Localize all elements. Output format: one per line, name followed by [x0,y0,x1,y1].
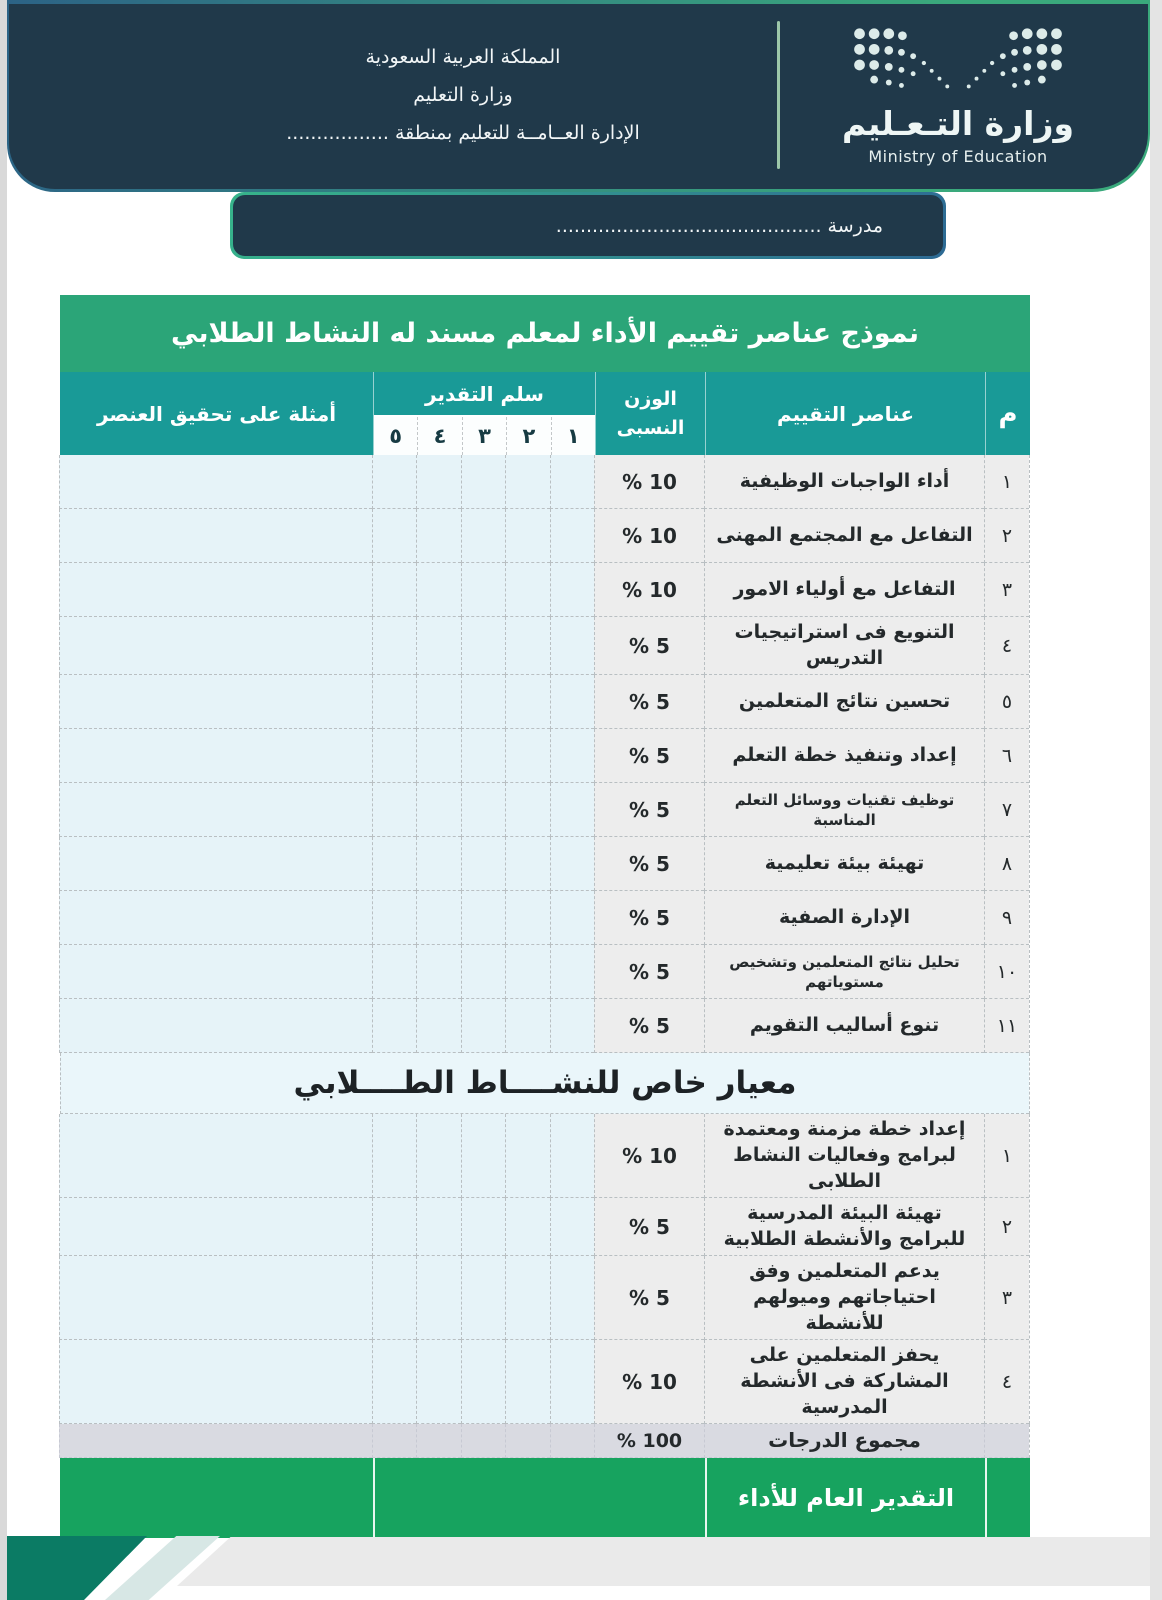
rating-input-cell-2[interactable] [505,729,549,783]
table-row [60,1114,1029,1198]
row-weight: % 5 [594,1198,704,1256]
header-country-line: المملكة العربية السعودية [365,45,561,68]
rating-input-cell-4[interactable] [416,729,460,783]
rating-input-cell-5[interactable] [372,675,416,729]
table-row [60,563,1029,617]
row-weight: % 5 [594,729,704,783]
row-number: ١٠ [984,945,1029,999]
ministry-logo-dots-icon [833,24,1083,102]
rating-input-cell-2[interactable] [505,509,549,563]
examples-input-cell[interactable] [59,783,372,837]
rating-input-cell-5[interactable] [372,783,416,837]
rating-input-cell-1[interactable] [550,837,594,891]
rating-input-cell-3[interactable] [461,999,505,1053]
rating-input-cell-4[interactable] [416,945,460,999]
rating-input-cell-5[interactable] [372,1114,416,1198]
rating-input-cell-4[interactable] [416,617,460,675]
rating-input-cell-2[interactable] [505,999,549,1053]
school-bar [230,192,946,259]
rating-input-cell-4[interactable] [416,509,460,563]
overall-rating-row [60,1458,1030,1538]
rating-input-cell-5[interactable] [372,563,416,617]
examples-input-cell[interactable] [59,891,372,945]
table-row [60,945,1029,999]
rating-input-cell-4[interactable] [416,455,460,509]
overall-number-cell [985,1458,1030,1538]
rating-scale-values [374,415,595,455]
total-row-number-cell [984,1424,1029,1458]
rating-input-cell-4[interactable] [416,891,460,945]
rating-input-cell-1[interactable] [550,999,594,1053]
special-criteria-rows [60,1114,1030,1424]
rating-input-cell-5[interactable] [372,945,416,999]
header-separator-line [777,21,780,169]
rating-input-cell-4[interactable] [416,1256,460,1340]
examples-input-cell[interactable] [59,729,372,783]
row-element-label: التفاعل مع المجتمع المهنى [704,509,984,563]
row-number: ٣ [984,1256,1029,1340]
row-element-label: يحفز المتعلمين على المشاركة فى الأنشطة المدرسية [704,1340,984,1424]
rating-input-cell-3[interactable] [461,1114,505,1198]
rating-input-cell-1[interactable] [550,509,594,563]
rating-input-cell-1[interactable] [550,783,594,837]
total-value: % 100 [594,1424,704,1458]
rating-input-cell-4[interactable] [416,1198,460,1256]
row-element-label: إعداد وتنفيذ خطة التعلم [704,729,984,783]
examples-input-cell[interactable] [59,563,372,617]
rating-input-cell-4[interactable] [416,1340,460,1424]
row-element-label: تهيئة البيئة المدرسية للبرامج والأنشطة الطلابية [704,1198,984,1256]
rating-input-cell-2[interactable] [505,1114,549,1198]
table-row [60,1256,1029,1340]
table-row [60,617,1029,675]
row-number: ٣ [984,563,1029,617]
rating-input-cell-1[interactable] [550,1256,594,1340]
rating-input-cell-3[interactable] [461,509,505,563]
column-header-elements: عناصر التقييم [705,372,985,455]
column-header-weight-line2: النسبى [616,416,685,439]
rating-input-cell-2[interactable] [505,1340,549,1424]
row-number: ٩ [984,891,1029,945]
examples-input-cell[interactable] [59,1114,372,1198]
rating-input-cell-2[interactable] [505,1256,549,1340]
table-header-row [60,372,1030,455]
rating-input-cell-1[interactable] [550,729,594,783]
total-label: مجموع الدرجات [704,1424,984,1458]
row-number: ٨ [984,837,1029,891]
row-number: ٤ [984,1340,1029,1424]
row-number: ٢ [984,509,1029,563]
rating-input-cell-1[interactable] [550,891,594,945]
row-weight: % 5 [594,999,704,1053]
row-weight: % 10 [594,509,704,563]
column-header-rating-scale [373,372,595,455]
row-element-label: تنوع أساليب التقويم [704,999,984,1053]
total-row-wrap [60,1424,1030,1458]
rating-input-cell-3[interactable] [461,1256,505,1340]
row-number: ١١ [984,999,1029,1053]
footer-gray-stripe [177,1537,1150,1586]
rating-input-cell-2[interactable] [505,455,549,509]
row-weight: % 10 [594,1114,704,1198]
examples-input-cell[interactable] [59,1198,372,1256]
rating-input-cell-5[interactable] [372,729,416,783]
rating-input-cell-2[interactable] [505,1198,549,1256]
table-row [60,675,1029,729]
special-section-title: معيار خاص للنشــــاط الطــــلابي [60,1053,1029,1114]
rating-input-cell-3[interactable] [461,617,505,675]
total-rating-cell [550,1424,594,1458]
total-rating-cell [505,1424,549,1458]
rating-input-cell-1[interactable] [550,1198,594,1256]
column-header-examples: أمثلة على تحقيق العنصر [96,401,337,426]
row-element-label: تحسين نتائج المتعلمين [704,675,984,729]
rating-input-cell-1[interactable] [550,617,594,675]
special-section-header [60,1053,1030,1114]
table-row [60,837,1029,891]
row-number: ٥ [984,675,1029,729]
row-weight: % 10 [594,1340,704,1424]
rating-input-cell-1[interactable] [550,945,594,999]
column-header-weight [595,372,705,455]
row-element-label: توظيف تقنيات ووسائل التعلم المناسبة [704,783,984,837]
rating-input-cell-5[interactable] [372,509,416,563]
examples-input-cell[interactable] [59,1340,372,1424]
overall-rating-value-cell[interactable] [373,1458,705,1538]
rating-input-cell-4[interactable] [416,783,460,837]
rating-input-cell-3[interactable] [461,783,505,837]
rating-input-cell-1[interactable] [550,455,594,509]
examples-input-cell[interactable] [59,455,372,509]
total-rating-cell [372,1424,416,1458]
rating-scale-value: ٤ [417,417,461,455]
examples-input-cell[interactable] [59,617,372,675]
row-number: ١ [984,455,1029,509]
page-left-edge [0,0,7,1600]
rating-input-cell-5[interactable] [372,999,416,1053]
rating-scale-label: سلم التقدير [425,381,544,406]
rating-input-cell-3[interactable] [461,891,505,945]
rating-input-cell-2[interactable] [505,617,549,675]
rating-input-cell-3[interactable] [461,455,505,509]
examples-input-cell[interactable] [59,945,372,999]
table-row [60,455,1029,509]
column-header-weight-line1: الوزن [624,388,677,410]
row-number: ٦ [984,729,1029,783]
header-band [7,0,1150,192]
total-examples-cell [59,1424,372,1458]
header-text-block [99,38,767,152]
rating-input-cell-1[interactable] [550,675,594,729]
table-row [60,509,1029,563]
rating-input-cell-3[interactable] [461,1340,505,1424]
rating-input-cell-2[interactable] [505,783,549,837]
rating-input-cell-2[interactable] [505,891,549,945]
logo-english-subtitle: Ministry of Education [868,146,1048,166]
rating-input-cell-1[interactable] [550,1114,594,1198]
rating-input-cell-2[interactable] [505,563,549,617]
logo-arabic-title: وزارة التـعـليم [842,103,1074,143]
rating-input-cell-3[interactable] [461,729,505,783]
rating-input-cell-4[interactable] [416,999,460,1053]
rating-input-cell-5[interactable] [372,1340,416,1424]
rating-input-cell-3[interactable] [461,1198,505,1256]
total-rating-cell [416,1424,460,1458]
rating-input-cell-5[interactable] [372,1198,416,1256]
examples-input-cell[interactable] [59,837,372,891]
rating-input-cell-3[interactable] [461,563,505,617]
rating-scale-value: ٣ [462,417,506,455]
row-weight: % 10 [594,455,704,509]
table-row [60,1340,1029,1424]
row-element-label: إعداد خطة مزمنة ومعتمدة لبرامج وفعاليات النشاط الطلابى [704,1114,984,1198]
rating-input-cell-1[interactable] [550,1340,594,1424]
row-weight: % 5 [594,945,704,999]
row-element-label: التفاعل مع أولياء الامور [704,563,984,617]
row-element-label: تحليل نتائج المتعلمين وتشخيص مستوياتهم [704,945,984,999]
rating-input-cell-1[interactable] [550,563,594,617]
rating-input-cell-2[interactable] [505,675,549,729]
school-name-field[interactable]: مدرسة ............................................ [233,195,943,256]
row-weight: % 5 [594,617,704,675]
total-rating-cell [461,1424,505,1458]
rating-scale-value: ٢ [506,417,550,455]
rating-input-cell-5[interactable] [372,455,416,509]
rating-input-cell-5[interactable] [372,837,416,891]
rating-scale-value: ٥ [389,424,403,448]
row-number: ١ [984,1114,1029,1198]
table-row [60,891,1029,945]
row-number: ٢ [984,1198,1029,1256]
table-row [60,783,1029,837]
overall-rating-label: التقدير العام للأداء [705,1458,985,1538]
row-element-label: الإدارة الصفية [704,891,984,945]
rating-input-cell-5[interactable] [372,617,416,675]
rating-input-cell-5[interactable] [372,1256,416,1340]
rating-input-cell-2[interactable] [505,945,549,999]
page-right-edge [1150,0,1162,1600]
total-row [60,1424,1029,1458]
column-header-number: م [985,372,1030,455]
header-ministry-line: وزارة التعليم [413,83,513,106]
general-criteria-rows [60,455,1030,1053]
row-weight: % 10 [594,563,704,617]
table-row [60,1198,1029,1256]
examples-input-cell[interactable] [59,509,372,563]
header-administration-line: الإدارة العــامــة للتعليم بمنطقة ................. [286,121,640,144]
examples-input-cell[interactable] [59,675,372,729]
row-weight: % 5 [594,837,704,891]
row-weight: % 5 [594,1256,704,1340]
rating-input-cell-4[interactable] [416,1114,460,1198]
row-number: ٧ [984,783,1029,837]
row-weight: % 5 [594,783,704,837]
row-weight: % 5 [594,891,704,945]
rating-input-cell-3[interactable] [461,945,505,999]
row-element-label: التنويع فى استراتيجيات التدريس [704,617,984,675]
row-number: ٤ [984,617,1029,675]
rating-input-cell-3[interactable] [461,837,505,891]
rating-input-cell-5[interactable] [372,891,416,945]
rating-input-cell-4[interactable] [416,837,460,891]
ministry-logo [808,24,1108,166]
rating-scale-value: ١ [551,417,595,455]
row-element-label: تهيئة بيئة تعليمية [704,837,984,891]
form-title: نموذج عناصر تقييم الأداء لمعلم مسند له النشاط الطلابي [60,295,1030,372]
examples-input-cell[interactable] [59,999,372,1053]
table-row [60,729,1029,783]
rating-input-cell-4[interactable] [416,563,460,617]
row-element-label: يدعم المتعلمين وفق احتياجاتهم وميولهم للأنشطة [704,1256,984,1340]
row-weight: % 5 [594,675,704,729]
rating-input-cell-2[interactable] [505,837,549,891]
rating-input-cell-3[interactable] [461,675,505,729]
overall-examples-cell[interactable] [60,1458,373,1538]
evaluation-form [60,295,1030,1538]
table-row [60,999,1029,1053]
row-element-label: أداء الواجبات الوظيفية [704,455,984,509]
rating-input-cell-4[interactable] [416,675,460,729]
examples-input-cell[interactable] [59,1256,372,1340]
